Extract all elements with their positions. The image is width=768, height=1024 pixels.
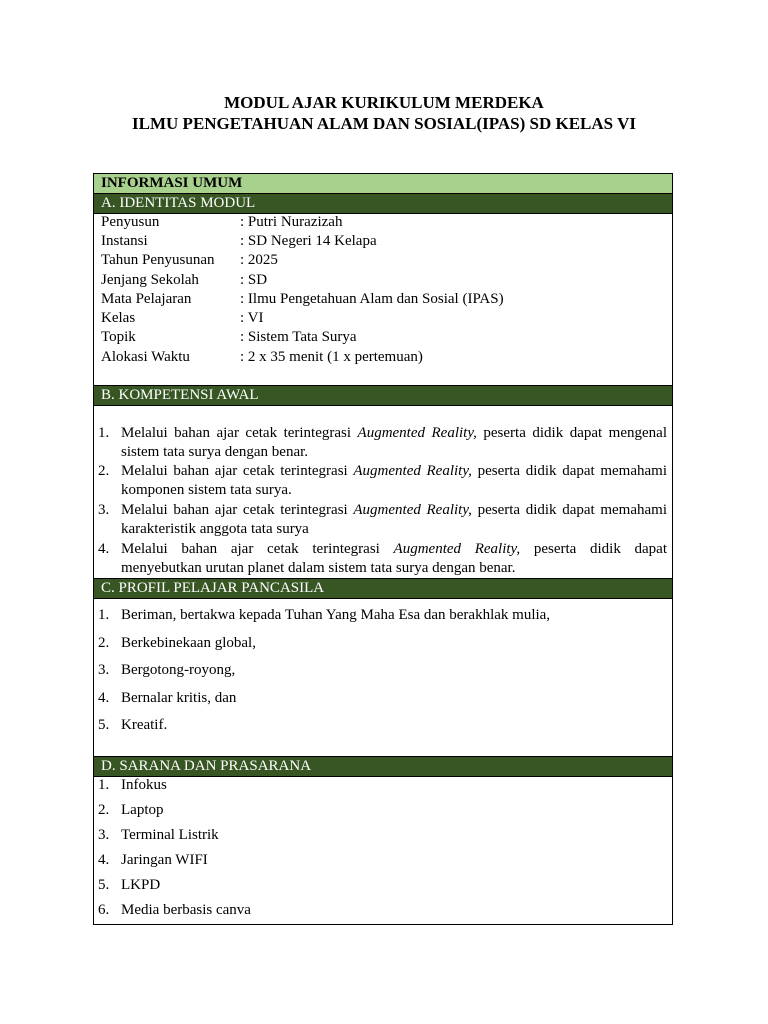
list-number: 3. xyxy=(98,502,110,518)
list-text: Infokus xyxy=(121,777,167,793)
kompetensi-awal-header: B. KOMPETENSI AWAL xyxy=(94,385,672,406)
emphasis-text: Augmented Reality, xyxy=(353,502,472,518)
list-text: Bergotong-royong, xyxy=(121,662,236,678)
list-number: 4. xyxy=(98,690,110,706)
list-text-line: komponen sistem tata surya. xyxy=(121,482,292,498)
list-text-line: Melalui bahan ajar cetak terintegrasi Augmented Reality, peserta didik dapat xyxy=(121,541,667,557)
identitas-value: : VI xyxy=(240,310,264,326)
identitas-value: : SD xyxy=(240,272,268,288)
document-subtitle: ILMU PENGETAHUAN ALAM DAN SOSIAL(IPAS) SD KELAS VI xyxy=(132,114,636,133)
list-number: 3. xyxy=(98,827,110,843)
list-number: 1. xyxy=(98,607,110,623)
identitas-label: Jenjang Sekolah xyxy=(101,272,199,288)
identitas-value: : 2025 xyxy=(240,252,278,268)
list-text-line: menyebutkan urutan planet dalam sistem tata surya dengan benar. xyxy=(121,560,516,576)
list-number: 1. xyxy=(98,777,110,793)
list-text-line: Melalui bahan ajar cetak terintegrasi Augmented Reality, peserta didik dapat memahami xyxy=(121,463,667,479)
list-text-line: Melalui bahan ajar cetak terintegrasi Augmented Reality, peserta didik dapat mengenal xyxy=(121,425,667,441)
identitas-label: Kelas xyxy=(101,310,136,326)
list-text: Jaringan WIFI xyxy=(121,852,208,868)
identitas-label: Alokasi Waktu xyxy=(101,349,190,365)
list-number: 4. xyxy=(98,541,110,557)
list-number: 2. xyxy=(98,463,110,479)
identitas-label: Topik xyxy=(101,329,136,345)
identitas-value: : 2 x 35 menit (1 x pertemuan) xyxy=(240,349,423,365)
list-number: 5. xyxy=(98,717,110,733)
list-text: Bernalar kritis, dan xyxy=(121,690,237,706)
list-number: 5. xyxy=(98,877,110,893)
identitas-modul-header: A. IDENTITAS MODUL xyxy=(94,193,672,214)
identitas-value: : Sistem Tata Surya xyxy=(240,329,357,345)
identitas-label: Instansi xyxy=(101,233,148,249)
informasi-umum-header: INFORMASI UMUM xyxy=(94,174,672,194)
list-number: 2. xyxy=(98,635,110,651)
list-text: Media berbasis canva xyxy=(121,902,251,918)
list-text-line: karakteristik anggota tata surya xyxy=(121,521,309,537)
profil-pelajar-header: C. PROFIL PELAJAR PANCASILA xyxy=(94,578,672,599)
list-text-line: Melalui bahan ajar cetak terintegrasi Augmented Reality, peserta didik dapat memahami xyxy=(121,502,667,518)
list-number: 4. xyxy=(98,852,110,868)
list-text: LKPD xyxy=(121,877,161,893)
identitas-label: Penyusun xyxy=(101,214,160,230)
emphasis-text: Augmented Reality, xyxy=(393,541,521,557)
list-number: 3. xyxy=(98,662,110,678)
identitas-label: Tahun Penyusunan xyxy=(101,252,215,268)
identitas-label: Mata Pelajaran xyxy=(101,291,192,307)
list-text-line: sistem tata surya dengan benar. xyxy=(121,444,309,460)
identitas-value: : SD Negeri 14 Kelapa xyxy=(240,233,377,249)
emphasis-text: Augmented Reality, xyxy=(353,463,472,479)
list-number: 1. xyxy=(98,425,110,441)
identitas-value: : Putri Nurazizah xyxy=(240,214,343,230)
document-title: MODUL AJAR KURIKULUM MERDEKA xyxy=(224,93,544,112)
list-text: Beriman, bertakwa kepada Tuhan Yang Maha Esa dan berakhlak mulia, xyxy=(121,607,551,623)
identitas-value: : Ilmu Pengetahuan Alam dan Sosial (IPAS) xyxy=(240,291,504,307)
module-info-table xyxy=(93,173,673,925)
list-text: Terminal Listrik xyxy=(121,827,219,843)
list-number: 6. xyxy=(98,902,110,918)
list-text: Kreatif. xyxy=(121,717,168,733)
emphasis-text: Augmented Reality, xyxy=(357,425,477,441)
list-text: Berkebinekaan global, xyxy=(121,635,256,651)
list-text: Laptop xyxy=(121,802,164,818)
list-number: 2. xyxy=(98,802,110,818)
sarana-prasarana-header: D. SARANA DAN PRASARANA xyxy=(94,756,672,777)
